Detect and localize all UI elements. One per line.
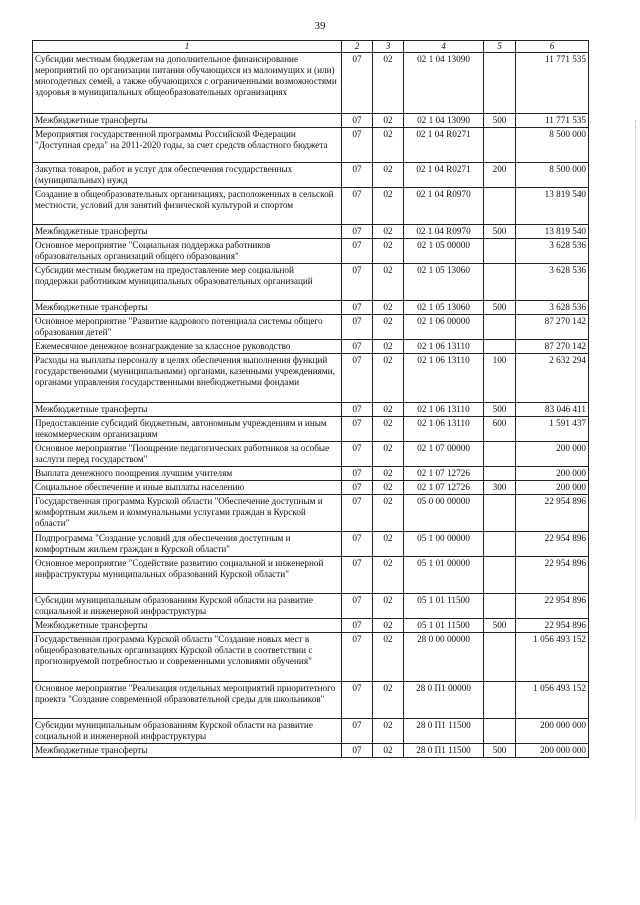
expense-type-code: 300 [484, 481, 516, 495]
target-article-code: 02 1 04 R0970 [404, 225, 484, 239]
table-row [33, 128, 589, 163]
expense-type-code: 100 [484, 354, 516, 403]
amount: 1 056 493 152 [516, 682, 589, 719]
amount: 13 819 540 [516, 188, 589, 225]
subsection-code: 02 [373, 225, 404, 239]
table-row [33, 315, 589, 340]
header-col-3: 3 [373, 41, 404, 53]
table-row [33, 594, 589, 619]
table-row [33, 114, 589, 128]
subsection-code: 02 [373, 495, 404, 532]
section-code: 07 [342, 403, 373, 417]
amount: 8 500 000 [516, 163, 589, 188]
section-code: 07 [342, 744, 373, 758]
item-name: Основное мероприятие "Содействие развитию социальной и инженерной инфраструктуры муниципальных образований Курской области" [33, 557, 342, 594]
section-code: 07 [342, 114, 373, 128]
subsection-code: 02 [373, 682, 404, 719]
expense-type-code: 200 [484, 163, 516, 188]
table-row [33, 481, 589, 495]
target-article-code: 02 1 06 13110 [404, 417, 484, 442]
subsection-code: 02 [373, 239, 404, 264]
target-article-code: 05 0 00 00000 [404, 495, 484, 532]
amount: 3 628 536 [516, 239, 589, 264]
item-name: Межбюджетные трансферты [33, 744, 342, 758]
expense-type-code [484, 315, 516, 340]
section-code: 07 [342, 128, 373, 163]
amount: 200 000 [516, 467, 589, 481]
target-article-code: 02 1 06 00000 [404, 315, 484, 340]
table-row [33, 557, 589, 594]
section-code: 07 [342, 682, 373, 719]
header-col-1: 1 [33, 41, 342, 53]
item-name: Основное мероприятие "Поощрение педагогических работников за особые заслуги перед государством" [33, 442, 342, 467]
amount: 22 954 896 [516, 619, 589, 633]
table-row [33, 403, 589, 417]
section-code: 07 [342, 481, 373, 495]
item-name: Расходы на выплаты персоналу в целях обеспечения выполнения функций государственными (муниципальными) органами, казенными учреждениями, органами управления государственными внебюджетными фондами [33, 354, 342, 403]
item-name: Ежемесячное денежное вознаграждение за классное руководство [33, 340, 342, 354]
amount: 11 771 535 [516, 114, 589, 128]
amount: 2 632 294 [516, 354, 589, 403]
subsection-code: 02 [373, 481, 404, 495]
subsection-code: 02 [373, 532, 404, 557]
item-name: Государственная программа Курской области "Обеспечение доступным и комфортным жильем и коммунальными услугами граждан в Курской области" [33, 495, 342, 532]
section-code: 07 [342, 53, 373, 114]
table-row [33, 53, 589, 114]
section-code: 07 [342, 340, 373, 354]
target-article-code: 28 0 00 00000 [404, 633, 484, 682]
subsection-code: 02 [373, 442, 404, 467]
scan-edge-marks [633, 120, 636, 820]
item-name: Предоставление субсидий бюджетным, автономным учреждениям и иным некоммерческим организациям [33, 417, 342, 442]
subsection-code: 02 [373, 719, 404, 744]
item-name: Социальное обеспечение и иные выплаты населению [33, 481, 342, 495]
section-code: 07 [342, 264, 373, 301]
target-article-code: 02 1 05 13060 [404, 264, 484, 301]
target-article-code: 02 1 06 13110 [404, 354, 484, 403]
subsection-code: 02 [373, 594, 404, 619]
section-code: 07 [342, 557, 373, 594]
target-article-code: 02 1 06 13110 [404, 403, 484, 417]
expense-type-code [484, 532, 516, 557]
item-name: Субсидии местным бюджетам на предоставление мер социальной поддержки работникам муниципальных образовательных организаций [33, 264, 342, 301]
section-code: 07 [342, 532, 373, 557]
subsection-code: 02 [373, 128, 404, 163]
amount: 3 628 536 [516, 264, 589, 301]
page-number: 39 [314, 20, 326, 32]
amount: 22 954 896 [516, 495, 589, 532]
item-name: Межбюджетные трансферты [33, 301, 342, 315]
item-name: Закупка товаров, работ и услуг для обеспечения государственных (муниципальных) нужд [33, 163, 342, 188]
item-name: Подпрограмма "Создание условий для обеспечения доступным и комфортным жильем граждан в Курской области" [33, 532, 342, 557]
subsection-code: 02 [373, 744, 404, 758]
item-name: Субсидии муниципальным образованиям Курской области на развитие социальной и инженерной инфраструктуры [33, 594, 342, 619]
section-code: 07 [342, 619, 373, 633]
amount: 200 000 [516, 442, 589, 467]
section-code: 07 [342, 163, 373, 188]
target-article-code: 05 1 00 00000 [404, 532, 484, 557]
target-article-code: 28 0 П1 11500 [404, 719, 484, 744]
target-article-code: 28 0 П1 11500 [404, 744, 484, 758]
table-row [33, 188, 589, 225]
expense-type-code: 500 [484, 114, 516, 128]
subsection-code: 02 [373, 633, 404, 682]
table-row [33, 163, 589, 188]
amount: 200 000 [516, 481, 589, 495]
expense-type-code [484, 682, 516, 719]
section-code: 07 [342, 354, 373, 403]
item-name: Создание в общеобразовательных организациях, расположенных в сельской местности, условий для занятий физической культурой и спортом [33, 188, 342, 225]
item-name: Межбюджетные трансферты [33, 114, 342, 128]
item-name: Мероприятия государственной программы Российской Федерации "Доступная среда" на 2011-2020 годы, за счет средств областного бюджета [33, 128, 342, 163]
section-code: 07 [342, 301, 373, 315]
table-row [33, 225, 589, 239]
expense-type-code [484, 633, 516, 682]
amount: 22 954 896 [516, 557, 589, 594]
subsection-code: 02 [373, 467, 404, 481]
table-row [33, 239, 589, 264]
header-col-5: 5 [484, 41, 516, 53]
item-name: Основное мероприятие "Социальная поддержка работников образовательных организаций общего образования" [33, 239, 342, 264]
table-row [33, 467, 589, 481]
table-row [33, 340, 589, 354]
item-name: Основное мероприятие "Реализация отдельных мероприятий приоритетного проекта "Создание современной образовательной среды для школьников" [33, 682, 342, 719]
target-article-code: 02 1 05 00000 [404, 239, 484, 264]
target-article-code: 05 1 01 00000 [404, 557, 484, 594]
section-code: 07 [342, 239, 373, 264]
subsection-code: 02 [373, 354, 404, 403]
header-col-6: 6 [516, 41, 589, 53]
target-article-code: 28 0 П1 00000 [404, 682, 484, 719]
item-name: Субсидии местным бюджетам на дополнительное финансирование мероприятий по организации питания обучающихся из малоимущих и (или) многодетных семей, а также обучающихся с ограниченными возможностями здоровья в муниципальных общеобразовательных организациях [33, 53, 342, 114]
target-article-code: 05 1 01 11500 [404, 619, 484, 633]
section-code: 07 [342, 417, 373, 442]
target-article-code: 02 1 04 13090 [404, 114, 484, 128]
section-code: 07 [342, 315, 373, 340]
target-article-code: 05 1 01 11500 [404, 594, 484, 619]
amount: 13 819 540 [516, 225, 589, 239]
expense-type-code [484, 340, 516, 354]
amount: 22 954 896 [516, 532, 589, 557]
expense-type-code [484, 442, 516, 467]
subsection-code: 02 [373, 53, 404, 114]
amount: 200 000 000 [516, 744, 589, 758]
section-code: 07 [342, 467, 373, 481]
subsection-code: 02 [373, 301, 404, 315]
subsection-code: 02 [373, 557, 404, 594]
table-row [33, 354, 589, 403]
item-name: Основное мероприятие "Развитие кадрового потенциала системы общего образования детей" [33, 315, 342, 340]
expense-type-code [484, 264, 516, 301]
item-name: Выплата денежного поощрения лучшим учителям [33, 467, 342, 481]
target-article-code: 02 1 04 R0271 [404, 163, 484, 188]
table-row [33, 532, 589, 557]
expense-type-code [484, 495, 516, 532]
expense-type-code [484, 239, 516, 264]
target-article-code: 02 1 07 12726 [404, 481, 484, 495]
item-name: Межбюджетные трансферты [33, 619, 342, 633]
subsection-code: 02 [373, 163, 404, 188]
section-code: 07 [342, 594, 373, 619]
table-row [33, 495, 589, 532]
expense-type-code: 500 [484, 403, 516, 417]
amount: 87 270 142 [516, 315, 589, 340]
target-article-code: 02 1 04 R0970 [404, 188, 484, 225]
target-article-code: 02 1 07 12726 [404, 467, 484, 481]
subsection-code: 02 [373, 188, 404, 225]
target-article-code: 02 1 04 13090 [404, 53, 484, 114]
section-code: 07 [342, 719, 373, 744]
table-row [33, 417, 589, 442]
item-name: Субсидии муниципальным образованиям Курской области на развитие социальной и инженерной инфраструктуры [33, 719, 342, 744]
subsection-code: 02 [373, 619, 404, 633]
subsection-code: 02 [373, 417, 404, 442]
target-article-code: 02 1 05 13060 [404, 301, 484, 315]
table-row [33, 442, 589, 467]
subsection-code: 02 [373, 114, 404, 128]
table-row [33, 633, 589, 682]
section-code: 07 [342, 633, 373, 682]
target-article-code: 02 1 07 00000 [404, 442, 484, 467]
table-header-row [33, 41, 589, 53]
subsection-code: 02 [373, 315, 404, 340]
table-row [33, 744, 589, 758]
expense-type-code [484, 53, 516, 114]
section-code: 07 [342, 442, 373, 467]
table-row [33, 301, 589, 315]
amount: 11 771 535 [516, 53, 589, 114]
amount: 1 591 437 [516, 417, 589, 442]
table-row [33, 264, 589, 301]
amount: 3 628 536 [516, 301, 589, 315]
budget-table [32, 40, 589, 758]
expense-type-code: 500 [484, 744, 516, 758]
section-code: 07 [342, 495, 373, 532]
expense-type-code: 600 [484, 417, 516, 442]
expense-type-code [484, 719, 516, 744]
item-name: Межбюджетные трансферты [33, 225, 342, 239]
expense-type-code [484, 594, 516, 619]
table-row [33, 682, 589, 719]
target-article-code: 02 1 04 R0271 [404, 128, 484, 163]
subsection-code: 02 [373, 403, 404, 417]
item-name: Межбюджетные трансферты [33, 403, 342, 417]
item-name: Государственная программа Курской области "Создание новых мест в общеобразовательных организациях Курской области в соответствии с прогнозируемой потребностью и современными условиями обучения" [33, 633, 342, 682]
expense-type-code: 500 [484, 619, 516, 633]
expense-type-code [484, 557, 516, 594]
amount: 22 954 896 [516, 594, 589, 619]
expense-type-code: 500 [484, 301, 516, 315]
amount: 87 270 142 [516, 340, 589, 354]
target-article-code: 02 1 06 13110 [404, 340, 484, 354]
table-row [33, 619, 589, 633]
header-col-4: 4 [404, 41, 484, 53]
section-code: 07 [342, 188, 373, 225]
table-row [33, 719, 589, 744]
expense-type-code [484, 188, 516, 225]
amount: 1 056 493 152 [516, 633, 589, 682]
subsection-code: 02 [373, 264, 404, 301]
amount: 8 500 000 [516, 128, 589, 163]
expense-type-code [484, 128, 516, 163]
expense-type-code [484, 467, 516, 481]
section-code: 07 [342, 225, 373, 239]
amount: 200 000 000 [516, 719, 589, 744]
subsection-code: 02 [373, 340, 404, 354]
header-col-2: 2 [342, 41, 373, 53]
amount: 83 046 411 [516, 403, 589, 417]
expense-type-code: 500 [484, 225, 516, 239]
